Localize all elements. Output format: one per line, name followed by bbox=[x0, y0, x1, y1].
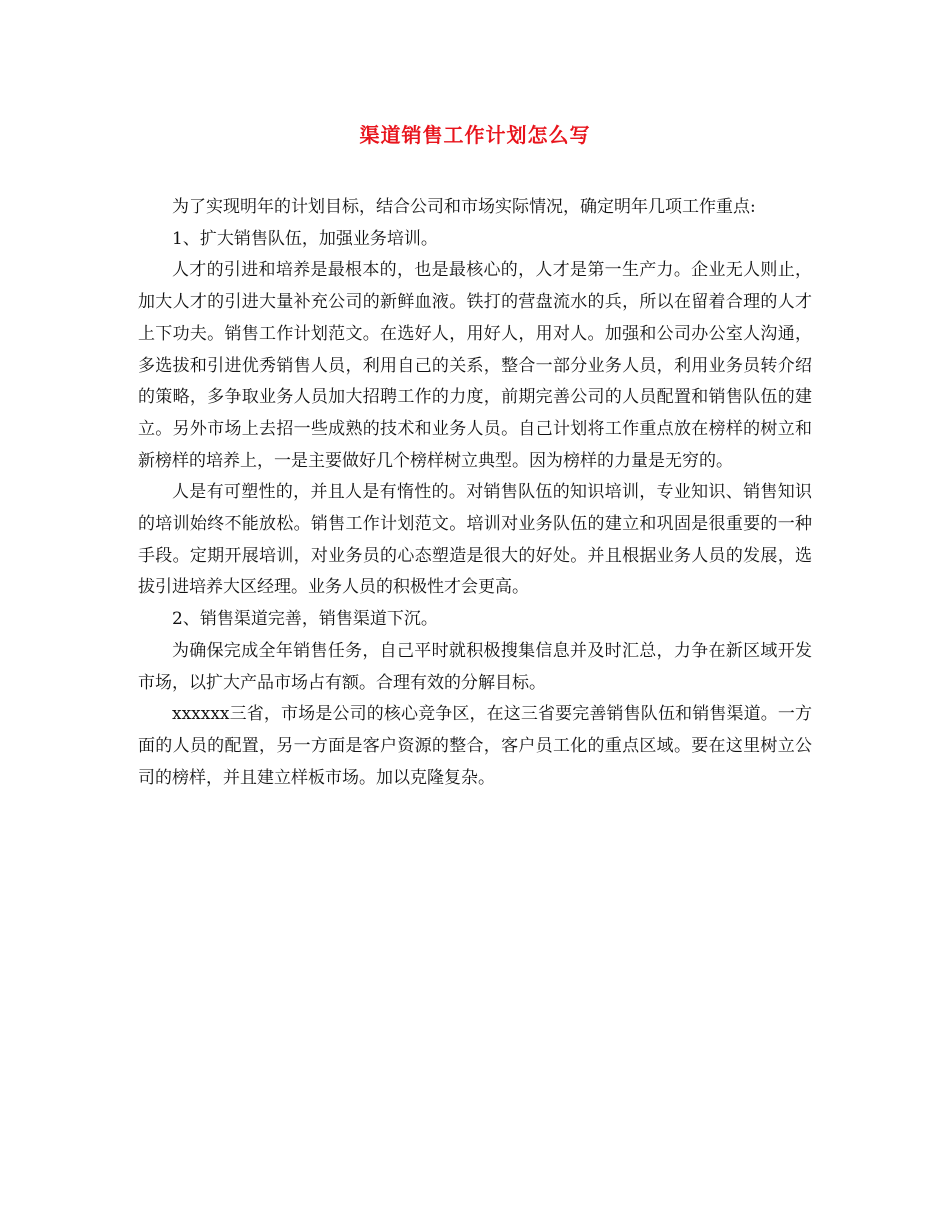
section-heading-1: 1、扩大销售队伍，加强业务培训。 bbox=[172, 228, 438, 249]
document-title: 渠道销售工作计划怎么写 bbox=[359, 123, 591, 147]
sales-task-paragraph: 为确保完成全年销售任务，自己平时就积极搜集信息并及时汇总，力争在新区域开发市场，以扩大产品市场占有额。合理有效的分解目标。 bbox=[138, 640, 812, 693]
document-body bbox=[138, 192, 812, 794]
intro-paragraph: 为了实现明年的计划目标，结合公司和市场实际情况，确定明年几项工作重点: bbox=[172, 197, 756, 217]
talent-paragraph: 人才的引进和培养是最根本的，也是最核心的，人才是第一生产力。企业无人则止，加大人才的引进大量补充公司的新鲜血液。铁打的营盘流水的兵，所以在留着合理的人才上下功夫。销售工作计划范文。在选好人，用好人，用对人。加强和公司办公室人沟通，多选拔和引进优秀销售人员，利用自己的关系，整合一部分业务人员，利用业务员转介绍的策略，多争取业务人员加大招聘工作的力度，前期完善公司的人员配置和销售队伍的建立。另外市场上去招一些成熟的技术和业务人员。自己计划将工作重点放在榜样的树立和新榜样的培养上，一是主要做好几个榜样树立典型。因为榜样的力量是无穷的。 bbox=[138, 260, 812, 471]
region-paragraph: xxxxxx三省，市场是公司的核心竞争区，在这三省要完善销售队伍和销售渠道。一方面的人员的配置，另一方面是客户资源的整合，客户员工化的重点区域。要在这里树立公司的榜样，并且建立样板市场。加以克隆复杂。 bbox=[138, 704, 812, 788]
training-paragraph: 人是有可塑性的，并且人是有惰性的。对销售队伍的知识培训，专业知识、销售知识的培训始终不能放松。销售工作计划范文。培训对业务队伍的建立和巩固是很重要的一种手段。定期开展培训，对业务员的心态塑造是很大的好处。并且根据业务人员的发展，选拔引进培养大区经理。业务人员的积极性才会更高。 bbox=[138, 482, 812, 598]
section-heading-2: 2、销售渠道完善，销售渠道下沉。 bbox=[172, 609, 438, 630]
